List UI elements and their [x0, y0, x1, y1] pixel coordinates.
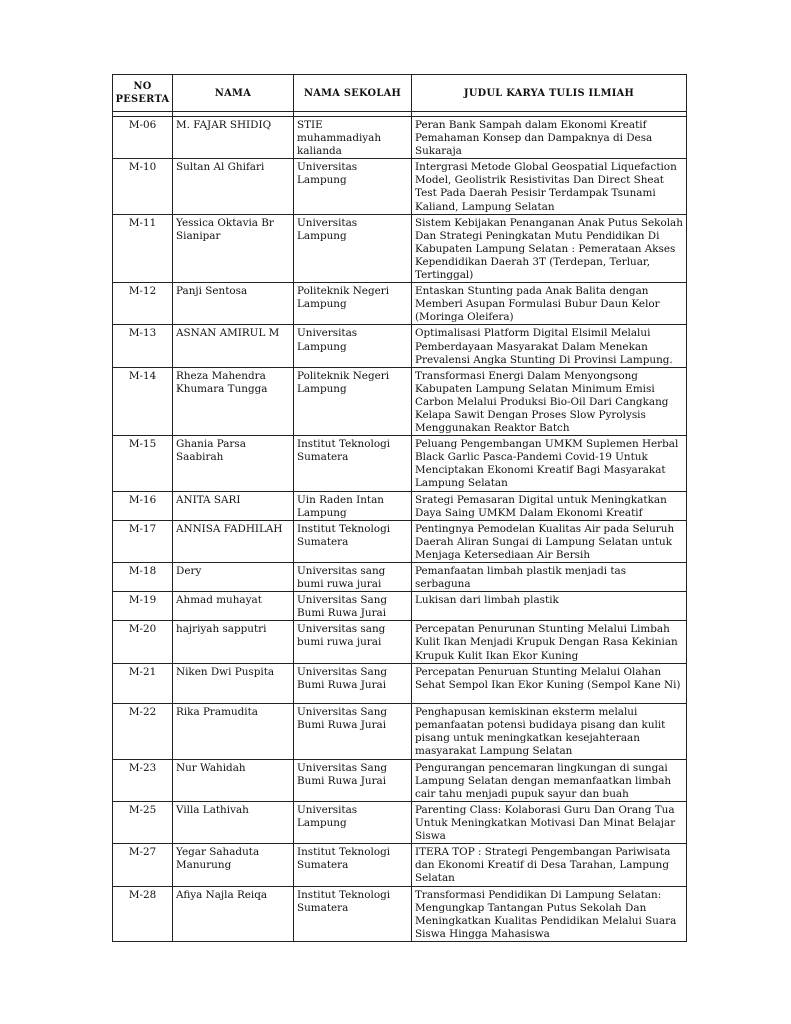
- cell-nama: Rheza Mahendra Khumara Tungga: [173, 367, 294, 435]
- cell-judul: Peran Bank Sampah dalam Ekonomi Kreatif Pemahaman Konsep dan Dampaknya di Desa Sukaraja: [412, 117, 687, 159]
- cell-nama: Panji Sentosa: [173, 283, 294, 325]
- cell-no-peserta: M-15: [113, 436, 173, 491]
- table-header-row: [113, 75, 687, 112]
- table-row: [113, 592, 687, 621]
- cell-nama: Dery: [173, 563, 294, 592]
- cell-nama: Ghania Parsa Saabirah: [173, 436, 294, 491]
- cell-no-peserta: M-13: [113, 325, 173, 367]
- header-nama: NAMA: [173, 75, 294, 112]
- table-row: [113, 491, 687, 520]
- cell-judul: Percepatan Penurunan Stunting Melalui Limbah Kulit Ikan Menjadi Krupuk Dengan Rasa Kekinian Krupuk Kulit Ikan Ekor Kuning: [412, 621, 687, 663]
- cell-nama: M. FAJAR SHIDIQ: [173, 117, 294, 159]
- cell-nama-sekolah: Politeknik Negeri Lampung: [294, 283, 412, 325]
- cell-no-peserta: M-12: [113, 283, 173, 325]
- cell-nama-sekolah: Institut Teknologi Sumatera: [294, 520, 412, 562]
- cell-no-peserta: M-11: [113, 214, 173, 282]
- table-row: [113, 325, 687, 367]
- table-row: [113, 621, 687, 663]
- cell-judul: Transformasi Energi Dalam Menyongsong Kabupaten Lampung Selatan Minimum Emisi Carbon Melalui Produksi Bio-Oil Dari Cangkang Kelapa Sawit Dengan Proses Slow Pyrolysis Menggunakan Reaktor Batch: [412, 367, 687, 435]
- participant-table: [112, 74, 687, 942]
- cell-nama-sekolah: Universitas sang bumi ruwa jurai: [294, 621, 412, 663]
- cell-no-peserta: M-18: [113, 563, 173, 592]
- cell-no-peserta: M-25: [113, 801, 173, 843]
- cell-no-peserta: M-14: [113, 367, 173, 435]
- cell-judul: Pemanfaatan limbah plastik menjadi tas serbaguna: [412, 563, 687, 592]
- cell-no-peserta: M-17: [113, 520, 173, 562]
- table-row: [113, 886, 687, 941]
- cell-nama-sekolah: Institut Teknologi Sumatera: [294, 436, 412, 491]
- table-row: [113, 436, 687, 491]
- table-row: [113, 159, 687, 214]
- table-row: [113, 703, 687, 759]
- header-judul: JUDUL KARYA TULIS ILMIAH: [412, 75, 687, 112]
- header-nama-sekolah: NAMA SEKOLAH: [294, 75, 412, 112]
- cell-no-peserta: M-27: [113, 844, 173, 886]
- cell-judul: Srategi Pemasaran Digital untuk Meningkatkan Daya Saing UMKM Dalam Ekonomi Kreatif: [412, 491, 687, 520]
- cell-judul: Lukisan dari limbah plastik: [412, 592, 687, 621]
- cell-judul: Transformasi Pendidikan Di Lampung Selatan: Mengungkap Tantangan Putus Sekolah Dan Meningkatkan Kualitas Pendidikan Melalui Suara Siswa Hingga Mahasiswa: [412, 886, 687, 941]
- cell-no-peserta: M-22: [113, 703, 173, 759]
- table-row: [113, 367, 687, 435]
- cell-nama-sekolah: STIE muhammadiyah kalianda: [294, 117, 412, 159]
- table-row: [113, 520, 687, 562]
- table-row: [113, 563, 687, 592]
- cell-nama-sekolah: Universitas Sang Bumi Ruwa Jurai: [294, 703, 412, 759]
- cell-nama-sekolah: Universitas Lampung: [294, 159, 412, 214]
- cell-no-peserta: M-19: [113, 592, 173, 621]
- cell-judul: Pengurangan pencemaran lingkungan di sungai Lampung Selatan dengan memanfaatkan limbah cair tahu menjadi pupuk sayur dan buah: [412, 759, 687, 801]
- header-no-peserta: [113, 75, 173, 112]
- cell-nama: Niken Dwi Puspita: [173, 663, 294, 703]
- cell-no-peserta: M-23: [113, 759, 173, 801]
- table-row: [113, 844, 687, 886]
- cell-judul: Pentingnya Pemodelan Kualitas Air pada Seluruh Daerah Aliran Sungai di Lampung Selatan untuk Menjaga Ketersediaan Air Bersih: [412, 520, 687, 562]
- cell-nama-sekolah: Politeknik Negeri Lampung: [294, 367, 412, 435]
- cell-nama: Yegar Sahaduta Manurung: [173, 844, 294, 886]
- cell-no-peserta: M-20: [113, 621, 173, 663]
- cell-judul: Parenting Class: Kolaborasi Guru Dan Orang Tua Untuk Meningkatkan Motivasi Dan Minat Belajar Siswa: [412, 801, 687, 843]
- cell-judul: Percepatan Penuruan Stunting Melalui Olahan Sehat Sempol Ikan Ekor Kuning (Sempol Kane Ni): [412, 663, 687, 703]
- cell-nama: Ahmad muhayat: [173, 592, 294, 621]
- cell-judul: ITERA TOP : Strategi Pengembangan Pariwisata dan Ekonomi Kreatif di Desa Tarahan, Lampung Selatan: [412, 844, 687, 886]
- cell-nama-sekolah: Universitas Sang Bumi Ruwa Jurai: [294, 663, 412, 703]
- cell-nama: Afiya Najla Reiqa: [173, 886, 294, 941]
- cell-no-peserta: M-21: [113, 663, 173, 703]
- cell-nama: Nur Wahidah: [173, 759, 294, 801]
- cell-nama-sekolah: Universitas Lampung: [294, 325, 412, 367]
- cell-nama-sekolah: Universitas Sang Bumi Ruwa Jurai: [294, 759, 412, 801]
- cell-judul: Peluang Pengembangan UMKM Suplemen Herbal Black Garlic Pasca-Pandemi Covid-19 Untuk Menciptakan Ekonomi Kreatif Bagi Masyarakat Lampung Selatan: [412, 436, 687, 491]
- header-no-line2: PESERTA: [115, 94, 170, 105]
- cell-nama-sekolah: Uin Raden Intan Lampung: [294, 491, 412, 520]
- cell-judul: Penghapusan kemiskinan eksterm melalui pemanfaatan potensi budidaya pisang dan kulit pisang untuk meningkatkan kesejahteraan masyarakat Lampung Selatan: [412, 703, 687, 759]
- cell-judul: Intergrasi Metode Global Geospatial Liquefaction Model, Geolistrik Resistivitas Dan Direct Sheat Test Pada Daerah Pesisir Terdampak Tsunami Kaliand, Lampung Selatan: [412, 159, 687, 214]
- cell-nama: Yessica Oktavia Br Sianipar: [173, 214, 294, 282]
- cell-no-peserta: M-06: [113, 117, 173, 159]
- table-row: [113, 801, 687, 843]
- table-row: [113, 663, 687, 703]
- cell-nama: hajriyah sapputri: [173, 621, 294, 663]
- cell-nama: ANITA SARI: [173, 491, 294, 520]
- cell-nama-sekolah: Universitas sang bumi ruwa jurai: [294, 563, 412, 592]
- table-row: [113, 283, 687, 325]
- cell-nama-sekolah: Universitas Lampung: [294, 801, 412, 843]
- cell-nama: ASNAN AMIRUL M: [173, 325, 294, 367]
- cell-nama-sekolah: Institut Teknologi Sumatera: [294, 844, 412, 886]
- table-row: [113, 117, 687, 159]
- cell-nama-sekolah: Institut Teknologi Sumatera: [294, 886, 412, 941]
- cell-nama: ANNISA FADHILAH: [173, 520, 294, 562]
- cell-nama: Rika Pramudita: [173, 703, 294, 759]
- table-row: [113, 214, 687, 282]
- table-row: [113, 759, 687, 801]
- cell-no-peserta: M-28: [113, 886, 173, 941]
- cell-nama-sekolah: Universitas Lampung: [294, 214, 412, 282]
- cell-no-peserta: M-16: [113, 491, 173, 520]
- header-no-line1: NO: [133, 81, 152, 92]
- cell-judul: Sistem Kebijakan Penanganan Anak Putus Sekolah Dan Strategi Peningkatan Mutu Pendidikan Di Kabupaten Lampung Selatan : Pemerataan Akses Kependidikan Daerah 3T (Terdepan, Terluar, Tertinggal): [412, 214, 687, 282]
- cell-nama: Sultan Al Ghifari: [173, 159, 294, 214]
- cell-no-peserta: M-10: [113, 159, 173, 214]
- cell-judul: Optimalisasi Platform Digital Elsimil Melalui Pemberdayaan Masyarakat Dalam Menekan Prevalensi Angka Stunting Di Provinsi Lampung.: [412, 325, 687, 367]
- cell-nama: Villa Lathivah: [173, 801, 294, 843]
- cell-judul: Entaskan Stunting pada Anak Balita dengan Memberi Asupan Formulasi Bubur Daun Kelor (Moringa Oleifera): [412, 283, 687, 325]
- cell-nama-sekolah: Universitas Sang Bumi Ruwa Jurai: [294, 592, 412, 621]
